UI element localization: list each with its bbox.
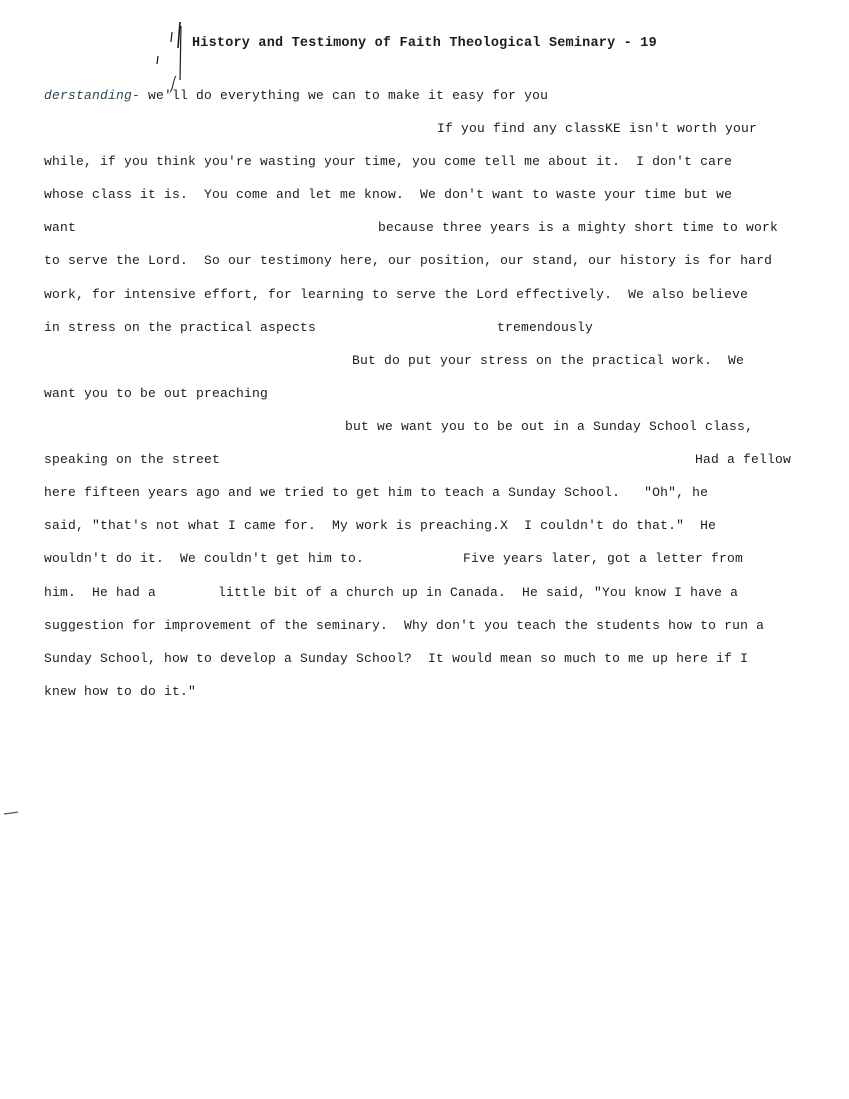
text-line: want you to be out preaching (44, 386, 269, 401)
text-line: little bit of a church up in Canada. He said, "You know I have a (218, 585, 739, 600)
text-line: knew how to do it." (44, 684, 197, 699)
text-line: tremendously (497, 320, 594, 335)
text-line: If you find any classKE isn't worth your (437, 121, 758, 136)
text-line: because three years is a mighty short time to work (378, 220, 779, 235)
text-line: speaking on the street (44, 452, 221, 467)
line-text: we'll do everything we can to make it easy for you (140, 88, 549, 103)
margin-speck-mark (2, 808, 22, 818)
text-line: to serve the Lord. So our testimony here, our position, our stand, our history is for hard (44, 253, 773, 268)
text-line: in stress on the practical aspects (44, 320, 317, 335)
text-line: but we want you to be out in a Sunday School class, (345, 419, 754, 434)
text-line: want (44, 220, 77, 235)
text-line (44, 88, 548, 104)
text-line: suggestion for improvement of the seminary. Why don't you teach the students how to run a (44, 618, 765, 633)
margin-pen-mark (150, 18, 190, 98)
text-line: said, "that's not what I came for. My work is preaching.X I couldn't do that." He (44, 518, 717, 533)
text-line: Sunday School, how to develop a Sunday School? It would mean so much to me up here if I (44, 651, 749, 666)
text-line: work, for intensive effort, for learning to serve the Lord effectively. We also believe (44, 287, 749, 302)
text-line: here fifteen years ago and we tried to get him to teach a Sunday School. "Oh", he (44, 485, 709, 500)
text-line: Had a fellow (695, 452, 792, 467)
text-line: But do put your stress on the practical work. We (352, 353, 745, 368)
text-line: while, if you think you're wasting your time, you come tell me about it. I don't care (44, 154, 733, 169)
text-line: Five years later, got a letter from (463, 551, 744, 566)
page-header: History and Testimony of Faith Theological Seminary - 19 (192, 36, 657, 51)
continued-word: derstanding- (44, 88, 141, 103)
text-line: whose class it is. You come and let me know. We don't want to waste your time but we (44, 187, 733, 202)
text-line: him. He had a (44, 585, 157, 600)
text-line: wouldn't do it. We couldn't get him to. (44, 551, 365, 566)
